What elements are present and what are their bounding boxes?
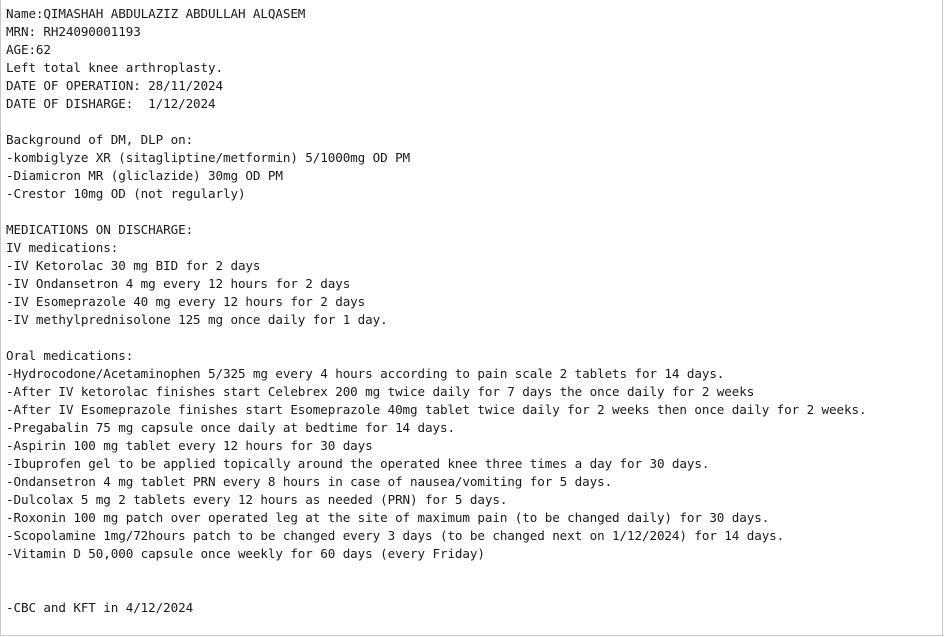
document-text [6,5,942,617]
text-line: AGE:62 [6,42,51,57]
text-line: MEDICATIONS ON DISCHARGE: [6,222,194,237]
text-line: -Hydrocodone/Acetaminophen 5/325 mg every 4 hours according to pain scale 2 tablets for 14 days. [6,366,725,381]
text-line [6,563,942,581]
text-line: -IV Esomeprazole 40 mg every 12 hours for 2 days [6,294,366,309]
text-line: DATE OF DISHARGE: 1/12/2024 [6,96,216,111]
text-line: -After IV ketorolac finishes start Celebrex 200 mg twice daily for 7 days the once daily for 2 weeks [6,384,755,399]
text-line: Oral medications: [6,348,134,363]
text-line: -IV Ketorolac 30 mg BID for 2 days [6,258,261,273]
text-line: -Aspirin 100 mg tablet every 12 hours for 30 days [6,438,373,453]
text-line: -Diamicron MR (gliclazide) 30mg OD PM [6,168,283,183]
text-line: -Dulcolax 5 mg 2 tablets every 12 hours as needed (PRN) for 5 days. [6,492,508,507]
text-line: -kombiglyze XR (sitagliptine/metformin) 5/1000mg OD PM [6,150,411,165]
text-line: -Pregabalin 75 mg capsule once daily at bedtime for 14 days. [6,420,455,435]
text-line: -Scopolamine 1mg/72hours patch to be changed every 3 days (to be changed next on 1/12/2024) for 14 days. [6,528,785,543]
text-line: Name:QIMASHAH ABDULAZIZ ABDULLAH ALQASEM [6,6,306,21]
text-line: Background of DM, DLP on: [6,132,194,147]
text-line: MRN: RH24090001193 [6,24,141,39]
text-line: -CBC and KFT in 4/12/2024 [6,600,194,615]
text-line: Left total knee arthroplasty. [6,60,223,75]
text-line: IV medications: [6,240,119,255]
text-line: -IV methylprednisolone 125 mg once daily for 1 day. [6,312,388,327]
text-line: DATE OF OPERATION: 28/11/2024 [6,78,223,93]
text-line [6,581,942,599]
text-line [6,113,942,131]
text-line: -Vitamin D 50,000 capsule once weekly for 60 days (every Friday) [6,546,485,561]
text-line: -After IV Esomeprazole finishes start Esomeprazole 40mg tablet twice daily for 2 weeks then once daily for 2 weeks. [6,402,867,417]
text-line [6,203,942,221]
text-line: -Roxonin 100 mg patch over operated leg at the site of maximum pain (to be changed daily) for 30 days. [6,510,770,525]
text-line [6,329,942,347]
text-line: -Ibuprofen gel to be applied topically around the operated knee three times a day for 30 days. [6,456,710,471]
text-line: -IV Ondansetron 4 mg every 12 hours for 2 days [6,276,351,291]
text-line: -Crestor 10mg OD (not regularly) [6,186,246,201]
text-line: -Ondansetron 4 mg tablet PRN every 8 hours in case of nausea/vomiting for 5 days. [6,474,613,489]
